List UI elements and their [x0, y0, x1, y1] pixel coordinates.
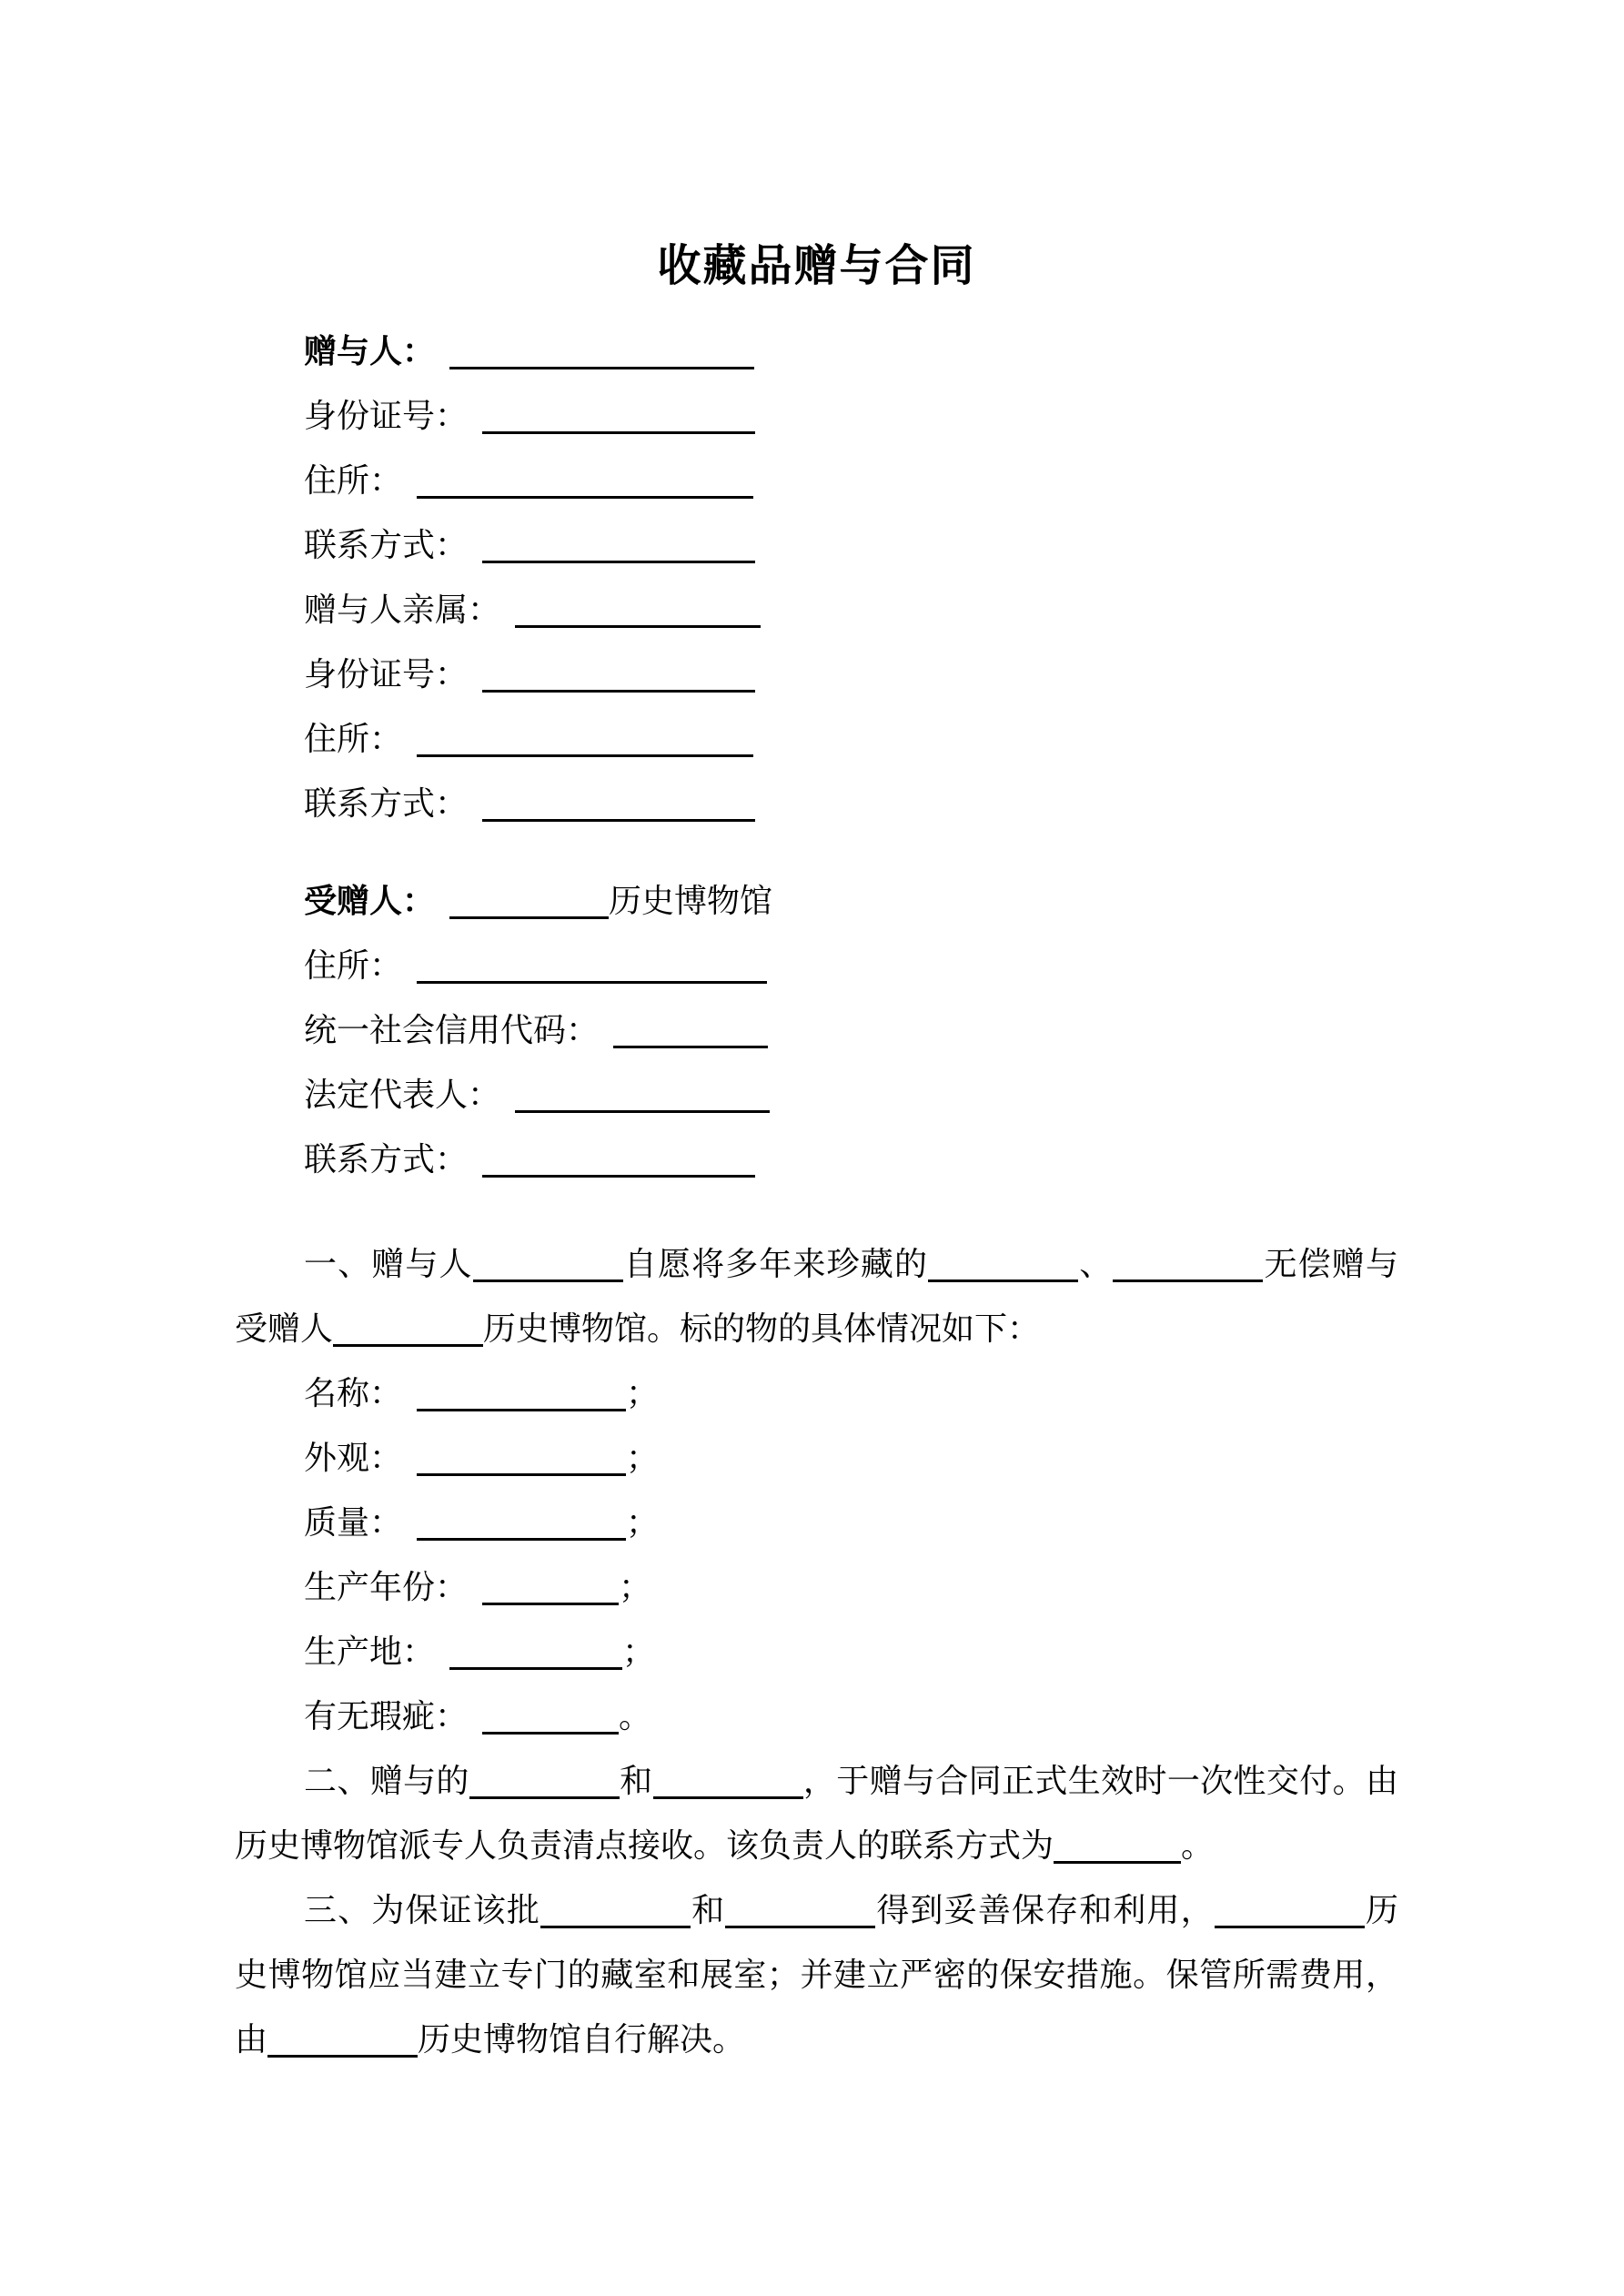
clause-text: 。 [1181, 1827, 1215, 1864]
blank-line [333, 1344, 483, 1347]
clause-text: 自愿将多年来珍藏的 [622, 1246, 929, 1282]
form-field-row [235, 449, 1398, 513]
form-field-row [235, 1128, 1398, 1192]
blank-line [482, 431, 755, 434]
blank-line [469, 1796, 620, 1799]
blank-line [417, 1538, 626, 1541]
form-field-row [235, 319, 1398, 384]
form-field-row [235, 1063, 1398, 1128]
field-label-donor-relative: 赠与人亲属： [304, 592, 501, 628]
field-label-item-production-year: 生产年份： [304, 1569, 469, 1605]
clause-text: 和 [619, 1763, 653, 1799]
blank-line [725, 1926, 875, 1928]
item-field-row [235, 1555, 1398, 1620]
blank-line [1215, 1926, 1365, 1928]
clause-text: 历史博物馆自行解决。 [418, 2021, 746, 2058]
clause-text: 、 [1078, 1246, 1114, 1282]
section-spacer [235, 836, 1398, 869]
donor-info-block [235, 319, 1398, 836]
field-label-credit-code: 统一社会信用代码： [304, 1012, 600, 1048]
blank-line [482, 819, 755, 822]
field-label-item-name: 名称： [304, 1375, 403, 1411]
clause-text: 二、赠与的 [304, 1763, 469, 1799]
clause-text: 三、为保证该批 [304, 1892, 540, 1928]
item-field-row [235, 1491, 1398, 1555]
field-label-donor: 赠与人： [304, 333, 436, 369]
field-label-id-number: 身份证号： [304, 656, 469, 693]
clause-text: 历史博物馆应当建立专门的藏室和展室；并建立严密的保安措施。保管所需费用，由 [235, 1892, 1398, 2058]
form-field-row [235, 998, 1398, 1063]
blank-line [1113, 1279, 1263, 1282]
blank-line [449, 1667, 622, 1670]
item-field-row [235, 1684, 1398, 1749]
clause-3-paragraph [235, 1878, 1398, 2072]
clause-text: 无偿赠与受赠人 [235, 1246, 1398, 1347]
field-label-address: 住所： [304, 462, 403, 499]
blank-line [417, 496, 753, 499]
blank-line [515, 625, 761, 628]
field-label-id-number: 身份证号： [304, 398, 469, 434]
blank-line [449, 916, 609, 919]
blank-line [613, 1046, 768, 1048]
field-label-contact: 联系方式： [304, 785, 469, 822]
blank-line [267, 2055, 418, 2058]
punctuation: ； [626, 1375, 660, 1411]
clause-text: 得到妥善保存和利用， [875, 1892, 1215, 1928]
form-field-row [235, 869, 1398, 934]
blank-line [1054, 1861, 1181, 1864]
blank-line [482, 1603, 619, 1605]
blank-line [417, 981, 767, 984]
blank-line [417, 1473, 626, 1476]
item-field-row [235, 1426, 1398, 1491]
field-suffix-museum: 历史博物馆 [609, 883, 773, 919]
field-label-contact: 联系方式： [304, 1141, 469, 1178]
form-field-row [235, 578, 1398, 642]
blank-line [449, 367, 754, 369]
clause-text: 一、赠与人 [304, 1246, 473, 1282]
blank-line [540, 1926, 691, 1928]
blank-line [482, 1732, 619, 1735]
punctuation: ； [622, 1633, 656, 1670]
field-label-address: 住所： [304, 947, 403, 984]
field-label-item-appearance: 外观： [304, 1440, 403, 1476]
item-field-row [235, 1620, 1398, 1684]
blank-line [482, 690, 755, 693]
item-field-row [235, 1361, 1398, 1426]
form-field-row [235, 384, 1398, 449]
punctuation: 。 [619, 1698, 652, 1735]
form-field-row [235, 707, 1398, 772]
field-label-legal-representative: 法定代表人： [304, 1077, 501, 1113]
field-label-item-production-place: 生产地： [304, 1633, 436, 1670]
clause-2-paragraph [235, 1749, 1398, 1878]
punctuation: ； [626, 1504, 660, 1541]
field-label-item-defects: 有无瑕疵： [304, 1698, 469, 1735]
section-spacer [235, 1192, 1398, 1232]
item-details-block [235, 1361, 1398, 1749]
blank-line [482, 561, 755, 563]
clause-text: 历史博物馆。标的物的具体情况如下： [483, 1310, 1041, 1347]
punctuation: ； [619, 1569, 652, 1605]
field-label-item-quality: 质量： [304, 1504, 403, 1541]
clause-1-paragraph [235, 1232, 1398, 1361]
clause-text: ，于赠与合同正式生效时一次性交付。由历史博物馆派专人负责清点接收。该负责人的联系方式为 [235, 1763, 1398, 1864]
blank-line [482, 1175, 755, 1178]
field-label-address: 住所： [304, 721, 403, 757]
form-field-row [235, 642, 1398, 707]
donee-info-block [235, 869, 1398, 1192]
blank-line [417, 1409, 626, 1411]
contract-title: 收藏品赠与合同 [657, 242, 976, 290]
blank-line [417, 754, 753, 757]
form-field-row [235, 934, 1398, 998]
blank-line [653, 1796, 803, 1799]
blank-line [473, 1279, 623, 1282]
punctuation: ； [626, 1440, 660, 1476]
blank-line [515, 1110, 770, 1113]
field-label-donee: 受赠人： [304, 883, 436, 919]
field-label-contact: 联系方式： [304, 527, 469, 563]
clause-text: 和 [690, 1892, 726, 1928]
blank-line [928, 1279, 1078, 1282]
form-field-row [235, 772, 1398, 836]
form-field-row [235, 513, 1398, 578]
